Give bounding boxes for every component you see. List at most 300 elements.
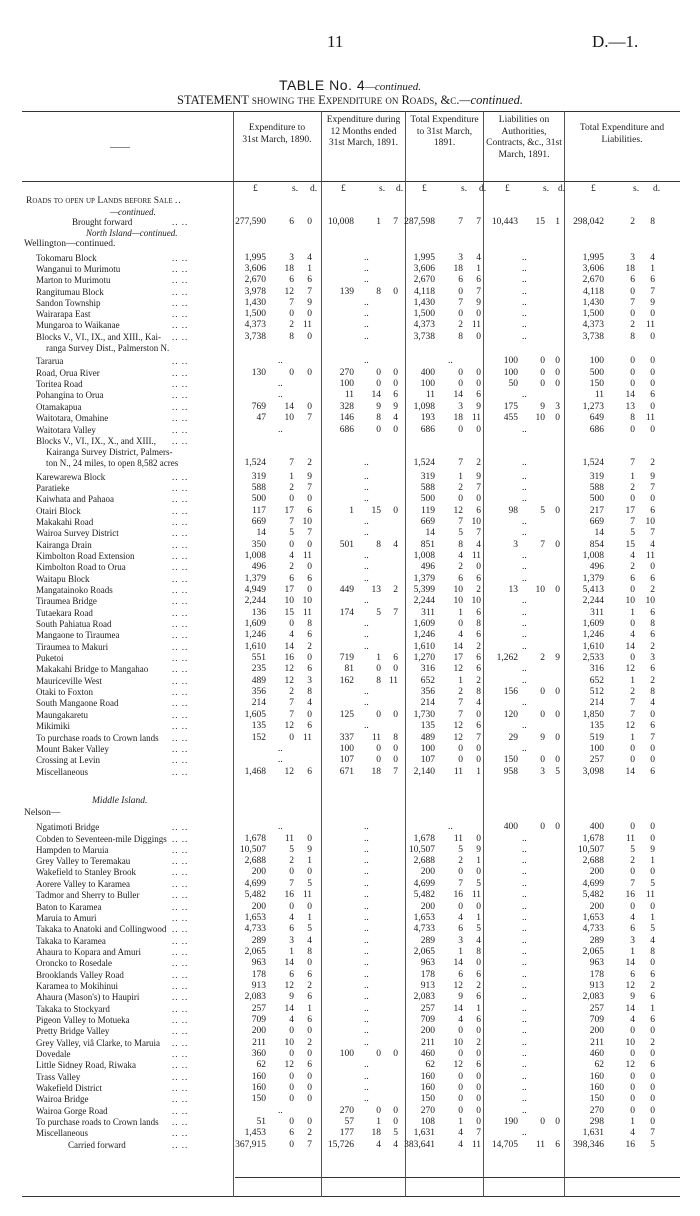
pounds-value: 289 <box>420 936 435 946</box>
pence-value: 6 <box>307 970 312 980</box>
shillings-value: 1 <box>376 1117 381 1127</box>
row-label: Tokomaru Block <box>36 253 97 263</box>
leader-dots: .. .. <box>172 619 189 629</box>
nil-mark: .. <box>364 517 369 527</box>
pounds-value: 588 <box>589 483 604 493</box>
nil-mark: .. <box>364 264 369 274</box>
shillings-value: 0 <box>540 822 545 832</box>
pence-value: 6 <box>307 506 312 516</box>
pence-value: 2 <box>476 642 481 652</box>
nil-mark: .. <box>364 879 369 889</box>
pence-value: 0 <box>555 1117 560 1127</box>
shillings-value: 0 <box>289 1083 294 1093</box>
pounds-value: 14,705 <box>491 1140 518 1150</box>
row-label: Maungakaretu <box>36 710 88 720</box>
leader-dots: .. .. <box>172 981 189 991</box>
shillings-value: 0 <box>458 1083 463 1093</box>
nil-mark: .. <box>522 630 527 640</box>
leader-dots: .. .. <box>172 698 189 708</box>
pence-value: 0 <box>393 1117 398 1127</box>
leader-dots: .. .. <box>172 217 189 227</box>
shillings-value: 0 <box>630 356 635 366</box>
shillings-value: 12 <box>453 721 463 731</box>
leader-dots: .. .. <box>172 562 189 572</box>
nil-mark: .. <box>522 1004 527 1014</box>
pence-value: 5 <box>476 879 481 889</box>
shillings-value: 15 <box>535 217 545 227</box>
shillings-value: 6 <box>289 970 294 980</box>
shillings-value: 7 <box>630 698 635 708</box>
pounds-value: 2,670 <box>582 275 604 285</box>
shillings-value: 7 <box>289 298 294 308</box>
row-label: Rangitumau Block <box>36 287 104 297</box>
row-label: Mount Baker Valley <box>36 744 109 754</box>
shillings-value: 3 <box>458 253 463 263</box>
shillings-value: 0 <box>458 1026 463 1036</box>
nil-mark: .. <box>364 562 369 572</box>
shillings-value: 9 <box>630 992 635 1002</box>
pence-value: 0 <box>307 867 312 877</box>
nil-mark: .. <box>522 1083 527 1093</box>
nil-mark: .. <box>522 1015 527 1025</box>
pence-value: 0 <box>650 425 655 435</box>
nil-mark: .. <box>522 494 527 504</box>
pence-value: 0 <box>476 1106 481 1116</box>
pence-value: 2 <box>650 458 655 468</box>
section-heading-dots: .. <box>175 196 182 206</box>
pence-value: 9 <box>476 472 481 482</box>
col-divider-2 <box>321 111 322 1197</box>
leader-dots: .. .. <box>172 664 189 674</box>
shillings-unit-col-4: s. <box>543 184 550 194</box>
pence-value: 9 <box>650 298 655 308</box>
col-divider-3 <box>405 111 406 1197</box>
shillings-value: 13 <box>625 402 635 412</box>
pence-value: 0 <box>476 755 481 765</box>
pounds-value: 178 <box>420 970 435 980</box>
row-label: Miscellaneous <box>36 1128 88 1138</box>
pounds-value: 3,738 <box>582 332 604 342</box>
pence-value: 1 <box>307 1004 312 1014</box>
pounds-value: 136 <box>251 608 266 618</box>
pence-value: 0 <box>555 585 560 595</box>
nil-mark: .. <box>522 744 527 754</box>
shillings-value: 14 <box>625 767 635 777</box>
shillings-value: 0 <box>289 902 294 912</box>
pence-value: 11 <box>645 413 655 423</box>
pounds-value: 270 <box>339 1106 354 1116</box>
nil-mark: .. <box>522 890 527 900</box>
pounds-value: 4,699 <box>413 879 435 889</box>
pounds-value: 1,524 <box>582 458 604 468</box>
shillings-value: 0 <box>540 755 545 765</box>
nil-mark: .. <box>364 913 369 923</box>
pounds-value: 10,008 <box>327 217 354 227</box>
pounds-value: 100 <box>339 1049 354 1059</box>
pence-value: 6 <box>476 992 481 1002</box>
leader-dots: .. .. <box>172 890 189 900</box>
pence-value: 0 <box>393 506 398 516</box>
leader-dots: .. .. <box>172 642 189 652</box>
shillings-value: 4 <box>630 1128 635 1138</box>
pounds-value: 316 <box>420 664 435 674</box>
row-label: Kaiwhata and Pahaoa <box>36 494 114 504</box>
shillings-value: 3 <box>630 936 635 946</box>
shillings-value: 14 <box>625 390 635 400</box>
pounds-value: 100 <box>503 356 518 366</box>
shillings-value: 13 <box>371 585 381 595</box>
pounds-value: 156 <box>503 687 518 697</box>
pounds-value: 298 <box>589 1117 604 1127</box>
nil-mark: .. <box>522 287 527 297</box>
pounds-value: 319 <box>251 472 266 482</box>
nil-mark: .. <box>364 687 369 697</box>
pence-value: 0 <box>393 664 398 674</box>
pence-value: 11 <box>471 320 481 330</box>
nil-mark: .. <box>522 320 527 330</box>
shillings-value: 7 <box>289 698 294 708</box>
pence-value: 1 <box>650 856 655 866</box>
pence-value: 3 <box>307 676 312 686</box>
pounds-value: 1,850 <box>582 710 604 720</box>
shillings-value: 5 <box>458 845 463 855</box>
pence-value: 6 <box>307 630 312 640</box>
pounds-value: 913 <box>589 981 604 991</box>
nil-mark: .. <box>364 472 369 482</box>
pence-value: 0 <box>393 1106 398 1116</box>
leader-dots: .. .. <box>172 1038 189 1048</box>
pounds-value: 14 <box>425 528 435 538</box>
leader-dots: .. .. <box>172 596 189 606</box>
row-label: Kimbolton Road to Orua <box>36 562 126 572</box>
pounds-value: 1,678 <box>582 834 604 844</box>
shillings-value: 12 <box>453 664 463 674</box>
pence-value: 9 <box>476 845 481 855</box>
shillings-value: 12 <box>284 981 294 991</box>
shillings-value: 0 <box>289 1117 294 1127</box>
pounds-value: 2,083 <box>413 992 435 1002</box>
shillings-value: 0 <box>630 494 635 504</box>
nil-mark: .. <box>522 936 527 946</box>
nil-mark: .. <box>522 562 527 572</box>
pounds-value: 298,042 <box>573 217 604 227</box>
shillings-value: 8 <box>630 332 635 342</box>
nil-mark: .. <box>522 698 527 708</box>
pounds-value: 709 <box>589 1015 604 1025</box>
pence-value: 2 <box>307 1038 312 1048</box>
shillings-value: 11 <box>453 767 463 777</box>
pence-value: 6 <box>650 767 655 777</box>
pounds-value: 117 <box>252 506 266 516</box>
shillings-value: 7 <box>458 698 463 708</box>
shillings-value: 6 <box>630 970 635 980</box>
shillings-value: 6 <box>289 275 294 285</box>
subtitle-main: STATEMENT showing the Expenditure on Roads, &c. <box>177 93 460 107</box>
pounds-value: 1,246 <box>582 630 604 640</box>
nil-mark: .. <box>278 744 283 754</box>
pence-value: 1 <box>476 264 481 274</box>
pence-value: 0 <box>650 1072 655 1082</box>
pence-value: 9 <box>555 653 560 663</box>
nil-mark: .. <box>522 970 527 980</box>
shillings-value: 10 <box>453 585 463 595</box>
leader-dots: .. .. <box>172 517 189 527</box>
pence-value: 1 <box>476 767 481 777</box>
pounds-value: 200 <box>420 902 435 912</box>
pence-value: 0 <box>476 1117 481 1127</box>
nil-mark: .. <box>364 958 369 968</box>
row-label-continued: ton N., 24 miles, to open 8,582 acres <box>46 458 179 468</box>
nil-mark: .. <box>522 924 527 934</box>
leader-dots: .. .. <box>172 275 189 285</box>
pounds-value: 963 <box>420 958 435 968</box>
pounds-value: 400 <box>503 822 518 832</box>
pence-value: 5 <box>650 879 655 889</box>
pence-value: 1 <box>476 913 481 923</box>
pence-value: 6 <box>307 721 312 731</box>
pounds-value: 4,118 <box>582 287 604 297</box>
nil-mark: .. <box>364 494 369 504</box>
pence-value: 0 <box>307 217 312 227</box>
pounds-value: 851 <box>420 540 435 550</box>
shillings-value: 0 <box>630 309 635 319</box>
pence-value: 0 <box>307 332 312 342</box>
pounds-value: 4,373 <box>244 320 266 330</box>
pounds-value: 3,738 <box>244 332 266 342</box>
pence-value: 0 <box>650 1083 655 1093</box>
row-label: Toritea Road <box>36 379 83 389</box>
pence-value: 9 <box>650 845 655 855</box>
pounds-value: 496 <box>420 562 435 572</box>
pence-value: 0 <box>307 402 312 412</box>
pence-unit-col-4: d. <box>558 184 566 194</box>
pence-value: 4 <box>307 936 312 946</box>
row-label: Waitotara, Omahine <box>36 413 109 423</box>
shillings-value: 0 <box>289 1140 294 1150</box>
carried-forward-label: Carried forward <box>68 1140 126 1150</box>
pounds-value: 1,524 <box>413 458 435 468</box>
table-subtitle <box>0 93 700 108</box>
nil-mark: .. <box>278 390 283 400</box>
pounds-value: 150 <box>589 1094 604 1104</box>
pounds-value: 50 <box>508 379 518 389</box>
pounds-value: 150 <box>251 1094 266 1104</box>
shillings-value: 10 <box>284 1038 294 1048</box>
pence-value: 0 <box>307 1094 312 1104</box>
pounds-value: 200 <box>589 902 604 912</box>
leader-dots: .. .. <box>172 733 189 743</box>
pounds-value: 709 <box>420 1015 435 1025</box>
shillings-value: 3 <box>458 402 463 412</box>
pounds-value: 5,482 <box>244 890 266 900</box>
pence-value: 0 <box>555 755 560 765</box>
row-label: Mauriceville West <box>36 676 102 686</box>
pounds-value: 200 <box>251 1026 266 1036</box>
pounds-value: 489 <box>251 676 266 686</box>
nil-mark: .. <box>522 902 527 912</box>
nil-mark: .. <box>522 608 527 618</box>
shillings-value: 15 <box>625 540 635 550</box>
shillings-value: 14 <box>284 1004 294 1014</box>
nil-mark: .. <box>522 551 527 561</box>
row-label: Crossing at Levin <box>36 755 100 765</box>
shillings-value: 12 <box>284 1060 294 1070</box>
pence-value: 7 <box>307 528 312 538</box>
pence-value: 5 <box>393 1128 398 1138</box>
pounds-value: 3,606 <box>413 264 435 274</box>
table-bottom-rule <box>22 1196 680 1197</box>
pence-value: 6 <box>476 970 481 980</box>
row-label: Miscellaneous <box>36 767 88 777</box>
shillings-value: 0 <box>376 744 381 754</box>
pence-value: 1 <box>307 913 312 923</box>
pence-value: 4 <box>650 540 655 550</box>
shillings-value: 17 <box>284 585 294 595</box>
shillings-value: 2 <box>289 320 294 330</box>
pounds-value: 649 <box>589 413 604 423</box>
row-label: Karamea to Mokihinui <box>36 981 118 991</box>
shillings-value: 0 <box>540 356 545 366</box>
pounds-value: 62 <box>425 1060 435 1070</box>
shillings-value: 2 <box>458 856 463 866</box>
pounds-value: 4,733 <box>413 924 435 934</box>
pounds-value: 177 <box>339 1128 354 1138</box>
shillings-value: 9 <box>540 733 545 743</box>
shillings-value: 14 <box>284 402 294 412</box>
shillings-value: 0 <box>630 1049 635 1059</box>
subtitle-continued: —continued. <box>459 93 523 107</box>
pence-unit-col-5: d. <box>653 184 661 194</box>
pounds-value: 135 <box>589 721 604 731</box>
row-label: Ahaura to Kopara and Amuri <box>36 947 141 957</box>
shillings-value: 2 <box>289 687 294 697</box>
row-label: Waitapu Block <box>36 574 90 584</box>
pounds-value: 1,379 <box>582 574 604 584</box>
pounds-unit-col-3: £ <box>422 184 427 194</box>
pounds-value: 455 <box>503 413 518 423</box>
nil-mark: .. <box>522 1072 527 1082</box>
row-label: Wairoa Survey District <box>36 528 119 538</box>
col-divider-1 <box>233 111 234 1197</box>
pounds-value: 150 <box>503 755 518 765</box>
pounds-value: 3,978 <box>244 287 266 297</box>
nil-mark: .. <box>364 698 369 708</box>
pounds-value: 356 <box>251 687 266 697</box>
nil-mark: .. <box>364 320 369 330</box>
pence-value: 0 <box>650 958 655 968</box>
pounds-value: 1,468 <box>244 767 266 777</box>
leader-dots: .. .. <box>172 958 189 968</box>
nil-mark: .. <box>522 528 527 538</box>
row-label: Karewarewa Block <box>36 472 106 482</box>
shillings-value: 8 <box>376 676 381 686</box>
nil-mark: .. <box>364 834 369 844</box>
pounds-value: 4,949 <box>244 585 266 595</box>
pounds-value: 135 <box>251 721 266 731</box>
shillings-value: 8 <box>376 287 381 297</box>
nil-mark: .. <box>364 890 369 900</box>
leader-dots: .. .. <box>172 1026 189 1036</box>
pounds-value: 289 <box>251 936 266 946</box>
shillings-value: 0 <box>458 1049 463 1059</box>
pounds-value: 4,699 <box>582 879 604 889</box>
pence-unit-col-1: d. <box>310 184 318 194</box>
pence-value: 9 <box>476 402 481 412</box>
shillings-value: 5 <box>630 528 635 538</box>
pence-value: 6 <box>307 574 312 584</box>
pence-value: 9 <box>307 845 312 855</box>
pence-value: 6 <box>476 664 481 674</box>
pence-value: 0 <box>307 958 312 968</box>
shillings-value: 1 <box>630 676 635 686</box>
pounds-value: 257 <box>589 1004 604 1014</box>
pounds-value: 1 <box>349 506 354 516</box>
pounds-value: 2,065 <box>582 947 604 957</box>
nil-mark: .. <box>364 856 369 866</box>
pounds-value: 500 <box>589 368 604 378</box>
pence-value: 9 <box>650 472 655 482</box>
pence-value: 10 <box>645 596 655 606</box>
row-label: Takaka to Anatoki and Collingwood <box>36 924 167 934</box>
row-label: Makakahi Road <box>36 517 94 527</box>
pounds-value: 460 <box>589 1049 604 1059</box>
shillings-value: 11 <box>535 1140 545 1150</box>
pounds-value: 125 <box>339 710 354 720</box>
pence-value: 6 <box>476 721 481 731</box>
pounds-value: 211 <box>252 1038 266 1048</box>
shillings-value: 8 <box>458 332 463 342</box>
shillings-value: 0 <box>289 540 294 550</box>
pence-value: 2 <box>476 981 481 991</box>
pounds-value: 1,653 <box>413 913 435 923</box>
shillings-value: 6 <box>630 574 635 584</box>
pounds-value: 3,098 <box>582 767 604 777</box>
leader-dots: .. .. <box>172 630 189 640</box>
shillings-value: 17 <box>284 506 294 516</box>
pounds-value: 160 <box>589 1072 604 1082</box>
pence-value: 7 <box>650 483 655 493</box>
shillings-value: 16 <box>453 890 463 900</box>
pounds-value: 200 <box>251 902 266 912</box>
nil-mark: .. <box>364 642 369 652</box>
shillings-value: 0 <box>458 287 463 297</box>
pounds-value: 193 <box>420 413 435 423</box>
pounds-value: 160 <box>251 1083 266 1093</box>
pence-value: 0 <box>393 744 398 754</box>
nil-mark: .. <box>364 992 369 1002</box>
nil-mark: .. <box>522 298 527 308</box>
pence-value: 4 <box>476 936 481 946</box>
row-label: Mangatainoko Roads <box>36 585 113 595</box>
pence-value: 0 <box>650 834 655 844</box>
pounds-value: 512 <box>589 687 604 697</box>
pounds-value: 270 <box>420 1106 435 1116</box>
shillings-value: 0 <box>376 425 381 435</box>
pence-value: 6 <box>476 1060 481 1070</box>
pounds-value: 200 <box>420 867 435 877</box>
pence-value: 0 <box>476 368 481 378</box>
shillings-value: 7 <box>630 710 635 720</box>
pounds-value: 162 <box>339 676 354 686</box>
pounds-unit-col-2: £ <box>341 184 346 194</box>
shillings-value: 8 <box>376 413 381 423</box>
shillings-unit-col-2: s. <box>379 184 386 194</box>
nil-mark: .. <box>364 298 369 308</box>
leader-dots: .. .. <box>172 913 189 923</box>
pence-value: 7 <box>307 483 312 493</box>
pounds-value: 1,678 <box>244 834 266 844</box>
pence-value: 6 <box>555 1140 560 1150</box>
